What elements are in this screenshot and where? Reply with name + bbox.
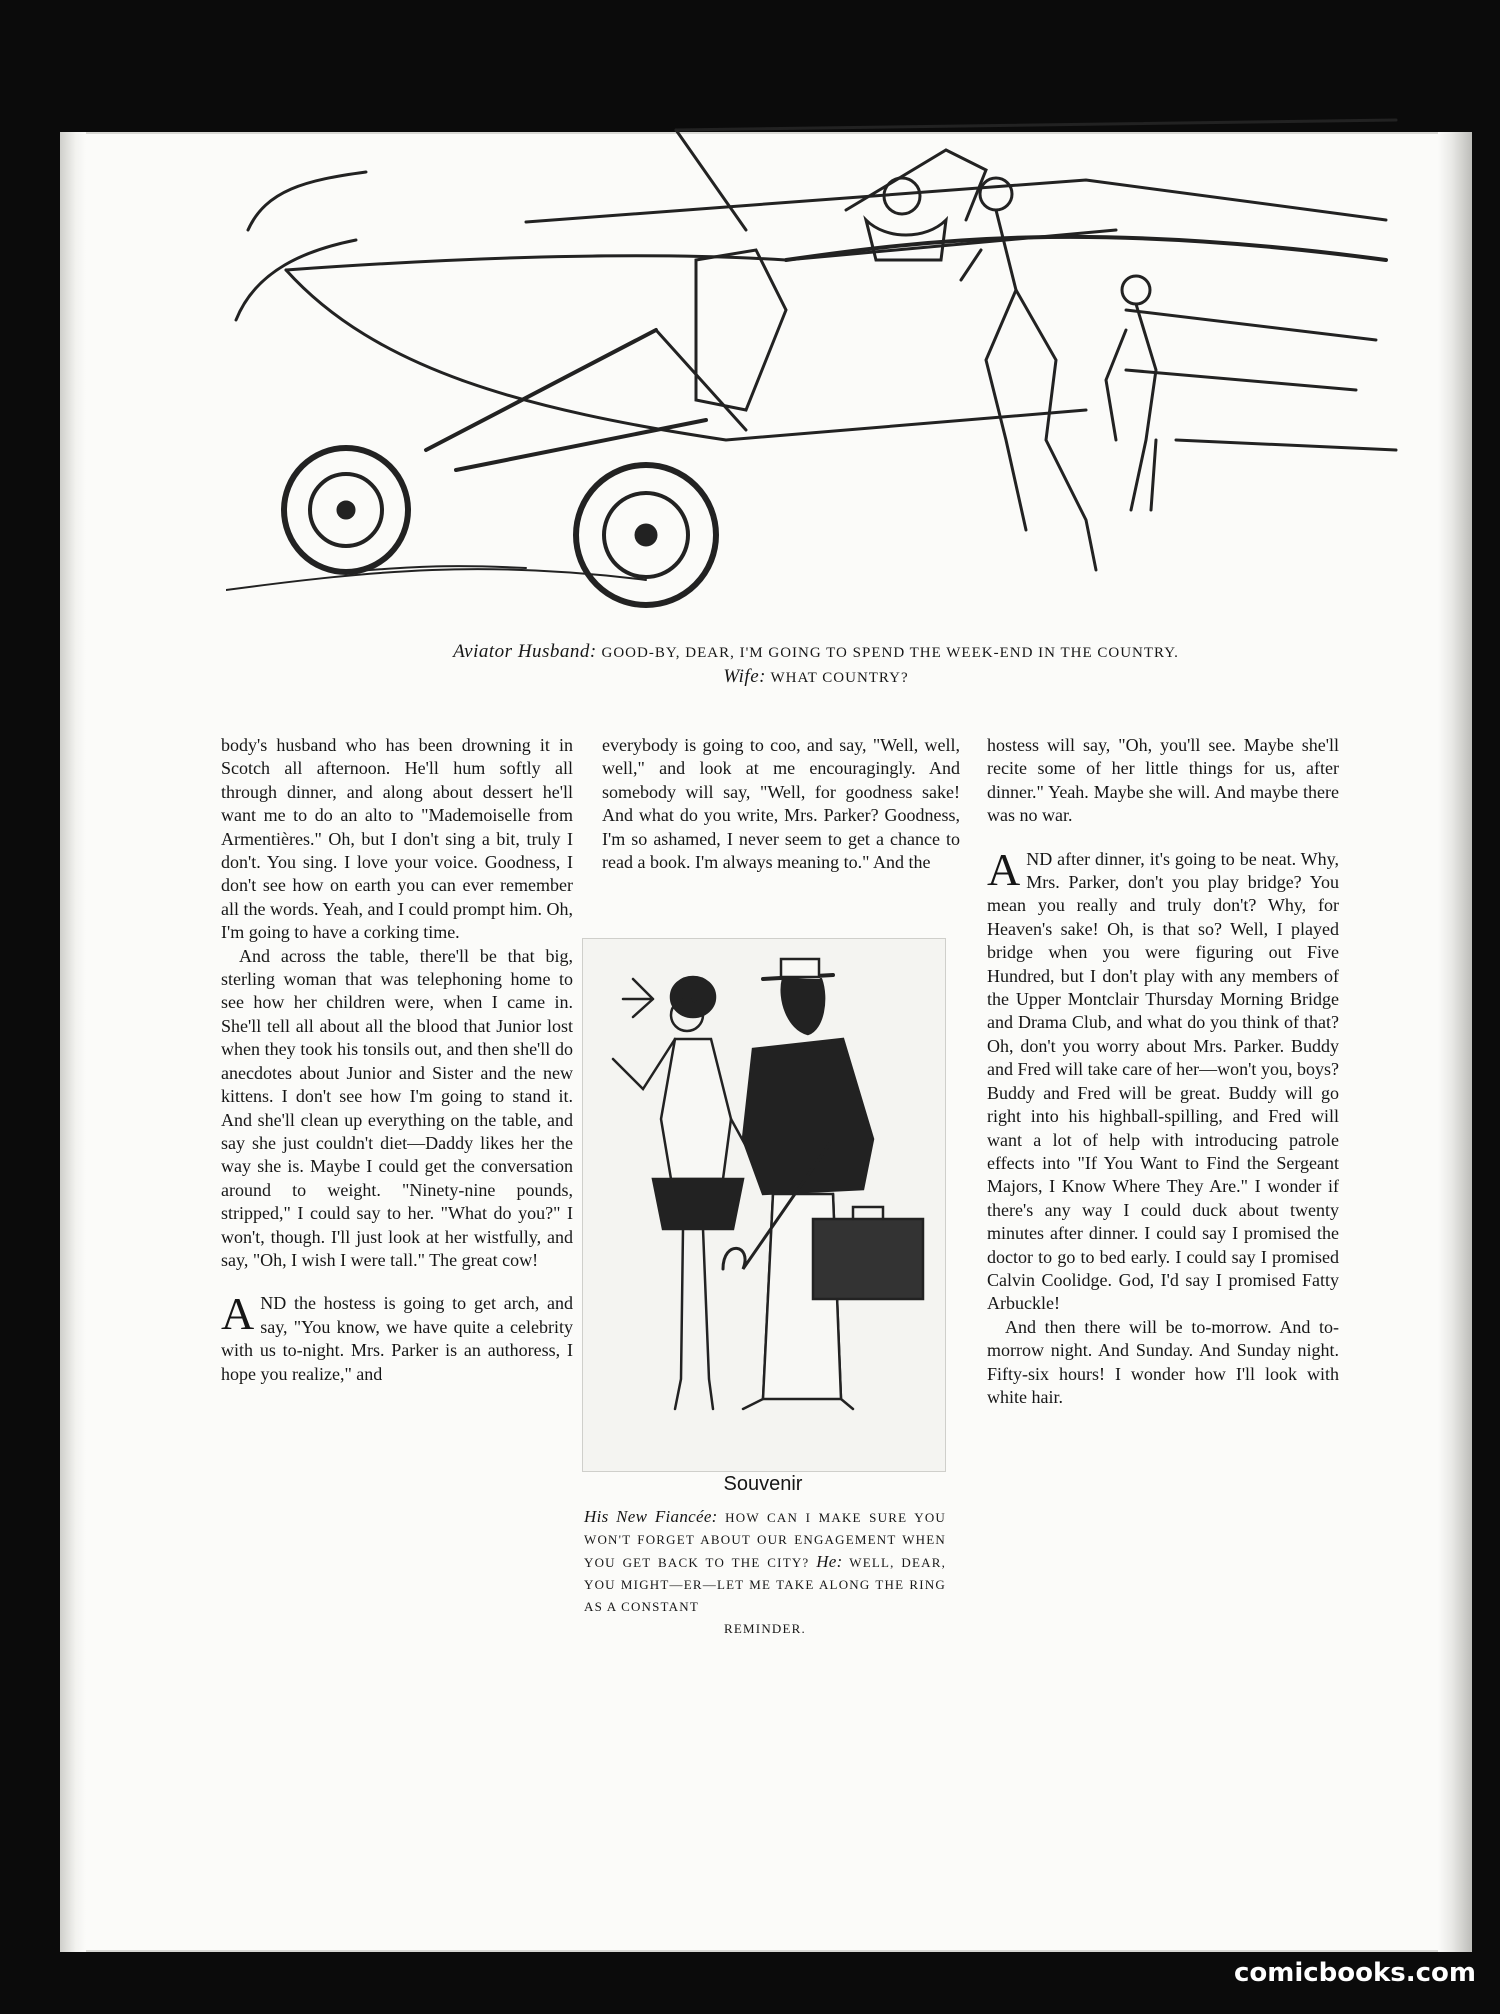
- caption-speaker: He:: [816, 1552, 843, 1571]
- paragraph: [221, 1288, 573, 1386]
- caption-speaker: Wife:: [723, 666, 766, 687]
- paragraph: And across the table, there'll be that big, sterling woman that was telephoning home to see how her children were, when I came in. She'll tell all about all the blood that Junior lost when they took his tonsils out, and then she'll do anecdotes about Junior and Sister and the new kittens. I don't see how I'm going to stand it. And she'll clean up everything on the table, and say she just couldn't diet—Daddy likes her the way she is. Maybe I could get the conversation around to weight. "Ninety-nine pounds, stripped," I could say to her. "What do you?" I won't, though. I'll just look at her wistfully, and say, "Oh, I wish I were tall." The great cow!: [221, 945, 573, 1270]
- text-column-right: [987, 734, 1339, 1409]
- text-column-left: [221, 734, 573, 1386]
- watermark: comicbooks.com: [1233, 1958, 1476, 1988]
- page-gutter-left: [60, 132, 86, 1952]
- caption-line-2: [226, 665, 1406, 690]
- paragraph: [987, 843, 1339, 1316]
- airplane-caption: [226, 640, 1406, 690]
- paragraph-text: ND the hostess is going to get arch, and say, "You know, we have quite a celebrity with us to-night. Mrs. Parker is an authoress, I hope you realize," and: [221, 1293, 573, 1384]
- souvenir-illustration: [582, 938, 946, 1472]
- paragraph: And then there will be to-morrow. And to-morrow night. And Sunday. And Sunday night. Fifty-six hours! I wonder how I'll look with white hair.: [987, 1316, 1339, 1407]
- caption-text: WELL, DEAR, YOU MIGHT—ER—LET ME TAKE ALONG THE RING AS A CONSTANT: [584, 1555, 947, 1614]
- caption-text: WHAT COUNTRY?: [770, 670, 909, 686]
- souvenir-caption: [584, 1506, 946, 1640]
- airplane-illustration: [226, 110, 1416, 620]
- page-gutter-right: [1438, 132, 1472, 1952]
- text-column-middle: [602, 734, 960, 874]
- caption-line-1: [226, 640, 1406, 665]
- paragraph: hostess will say, "Oh, you'll see. Maybe she'll recite some of her little things for us, after dinner." Yeah. Maybe she will. And maybe there was no war.: [987, 735, 1339, 826]
- paragraph-text: ND after dinner, it's going to be neat. Why, Mrs. Parker, don't you play bridge? You mean you really and truly don't? Why, for Heaven's sake! Oh, is that so? Well, I played bridge when you were figuring out Five Hundred, but I don't play with any members of the Upper Montclair Thursday Morning Bridge and Drama Club, and what do you think of that? Oh, don't you worry about Mrs. Parker. Buddy and Fred will take care of her—won't you, boys? Buddy and Fred will be great. Buddy will go right into his highball-spilling, and Fred will want a lot of help with introducing patrole effects into "If You Want to Find the Sergeant Majors, I Know Where They Are." I wonder if there's any way I could duck about twenty minutes after dinner. I could say I promised the doctor to go to bed early. I could say I promised Calvin Coolidge. God, I'd say I promised Fatty Arbuckle!: [987, 848, 1339, 1314]
- caption-text: HOW CAN I MAKE SURE YOU WON'T FORGET ABOUT OUR ENGAGEMENT WHEN YOU GET BACK TO THE CITY?: [584, 1510, 946, 1570]
- caption-speaker: His New Fiancée:: [584, 1507, 718, 1526]
- caption-speaker: Aviator Husband:: [453, 641, 597, 662]
- drop-cap: A: [221, 1288, 255, 1340]
- paragraph: body's husband who has been drowning it in Scotch all afternoon. He'll hum softly all through dinner, and along about dessert he'll want me to do an alto to "Mademoiselle from Armentières." Oh, but I don't sing a bit, truly I don't. You sing. I love your voice. Goodness, I don't see how on earth you can ever remember all the words. Yeah, and I could prompt him. Oh, I'm going to have a corking time.: [221, 735, 573, 943]
- caption-text: REMINDER.: [724, 1621, 806, 1636]
- drop-cap: A: [987, 843, 1021, 895]
- caption-text: GOOD-BY, DEAR, I'M GOING TO SPEND THE WEEK-END IN THE COUNTRY.: [601, 645, 1179, 661]
- paragraph: everybody is going to coo, and say, "Well, well, well," and look at me encouragingly. And somebody will say, "Well, for goodness sake! And what do you write, Mrs. Parker? Goodness, I'm so ashamed, I never seem to get a chance to read a book. I'm always meaning to." And the: [602, 735, 960, 873]
- souvenir-title: Souvenir: [723, 1473, 803, 1495]
